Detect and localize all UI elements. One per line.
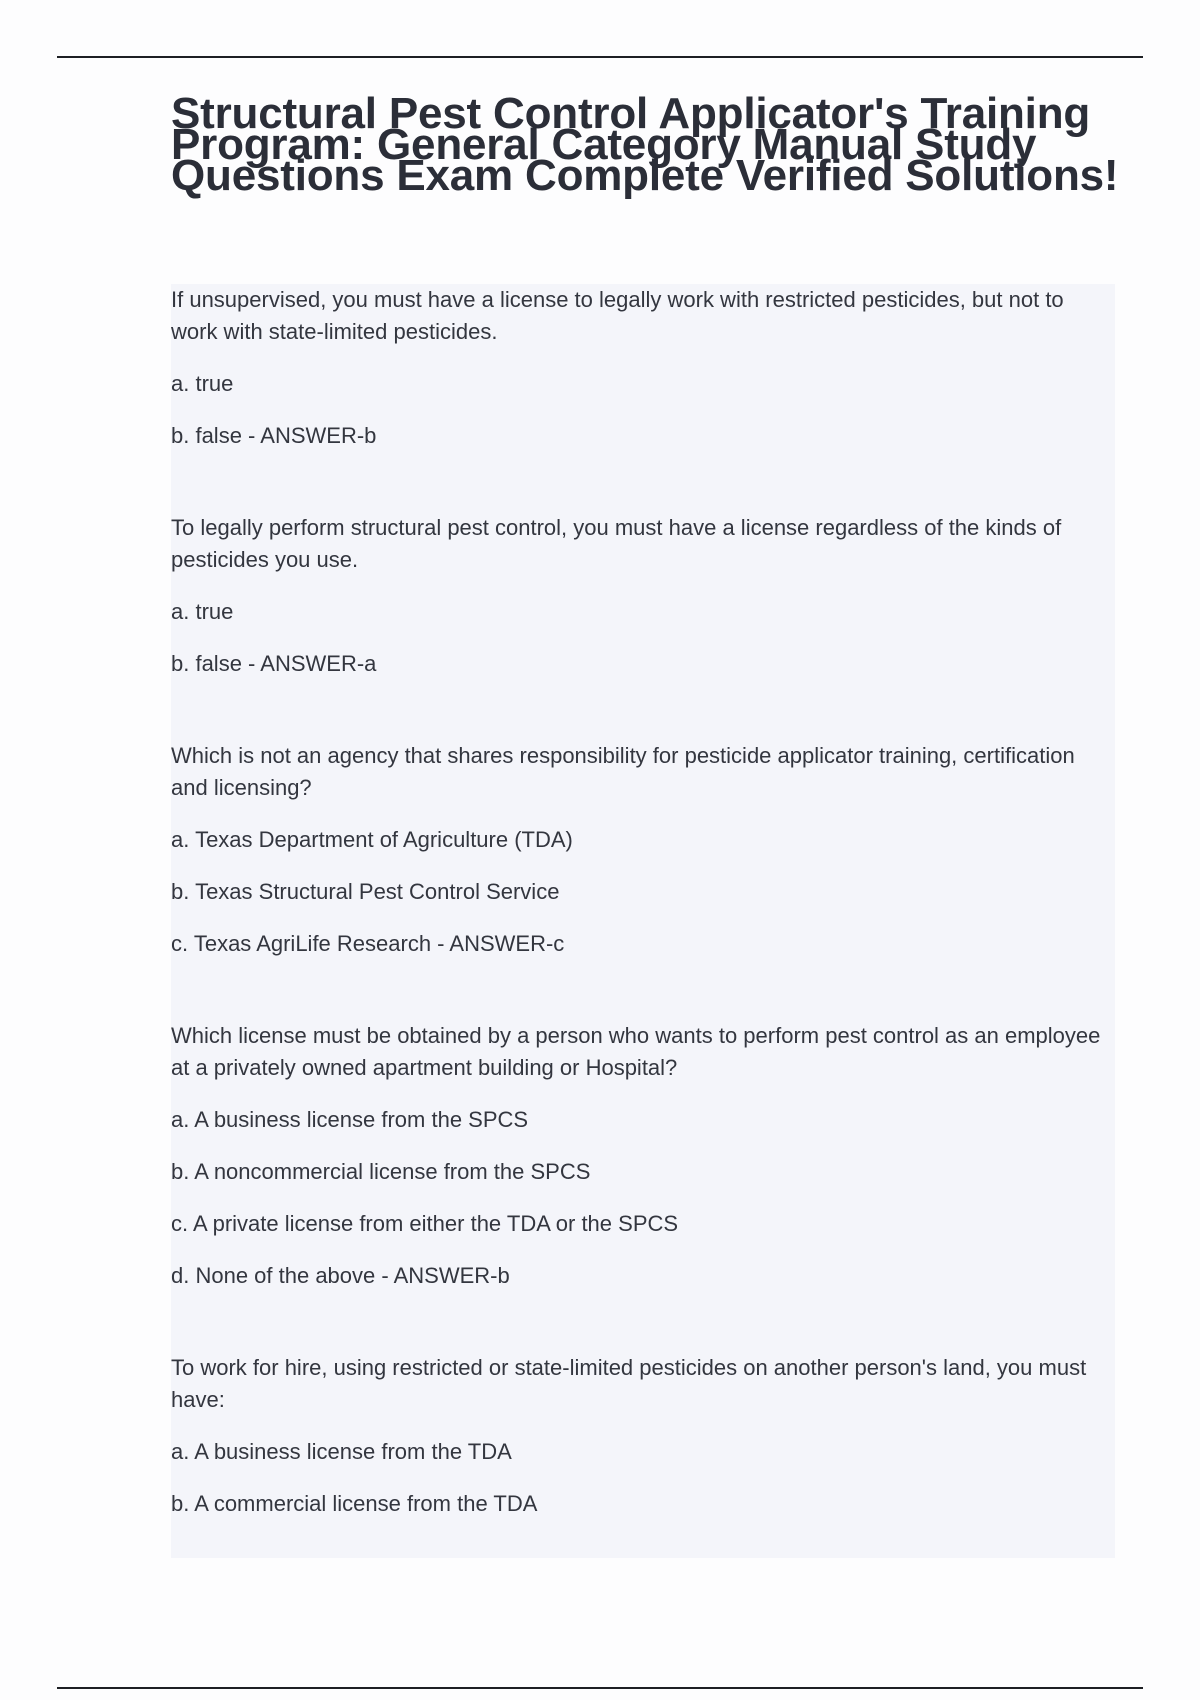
answer-option: a. Texas Department of Agriculture (TDA) (171, 827, 573, 852)
qa-item (171, 1020, 1115, 1292)
question-text: To legally perform structural pest control, you must have a license regardless of the kinds of pesticides you use. (171, 515, 1062, 572)
answer-option: b. A commercial license from the TDA (171, 1491, 538, 1516)
answer-option: b. Texas Structural Pest Control Service (171, 879, 560, 904)
qa-list (171, 284, 1115, 1580)
document-title: Structural Pest Control Applicator's Training Program: General Category Manual Study Questions Exam Complete Verified Solutions! (171, 89, 1119, 200)
qa-item (171, 284, 1115, 452)
answer-option: a. true (171, 371, 234, 396)
answer-option: a. true (171, 599, 234, 624)
top-rule (57, 56, 1143, 58)
qa-item (171, 740, 1115, 960)
question-text: Which license must be obtained by a person who wants to perform pest control as an employee at a privately owned apartment building or Hospital? (171, 1023, 1101, 1080)
answer-option: a. A business license from the TDA (171, 1439, 512, 1464)
bottom-rule (57, 1687, 1143, 1689)
answer-option: c. Texas AgriLife Research - ANSWER-c (171, 931, 565, 956)
answer-option: c. A private license from either the TDA or the SPCS (171, 1211, 679, 1236)
answer-option: d. None of the above - ANSWER-b (171, 1263, 510, 1288)
qa-item (171, 1352, 1115, 1520)
question-text: If unsupervised, you must have a license to legally work with restricted pesticides, but not to work with state-limited pesticides. (171, 287, 1064, 344)
answer-option: b. false - ANSWER-a (171, 651, 377, 676)
answer-option: b. false - ANSWER-b (171, 423, 377, 448)
question-text: Which is not an agency that shares responsibility for pesticide applicator training, certification and licensing? (171, 743, 1075, 800)
qa-item (171, 512, 1115, 680)
answer-option: b. A noncommercial license from the SPCS (171, 1159, 591, 1184)
answer-option: a. A business license from the SPCS (171, 1107, 529, 1132)
question-text: To work for hire, using restricted or state-limited pesticides on another person's land, you must have: (171, 1355, 1087, 1412)
